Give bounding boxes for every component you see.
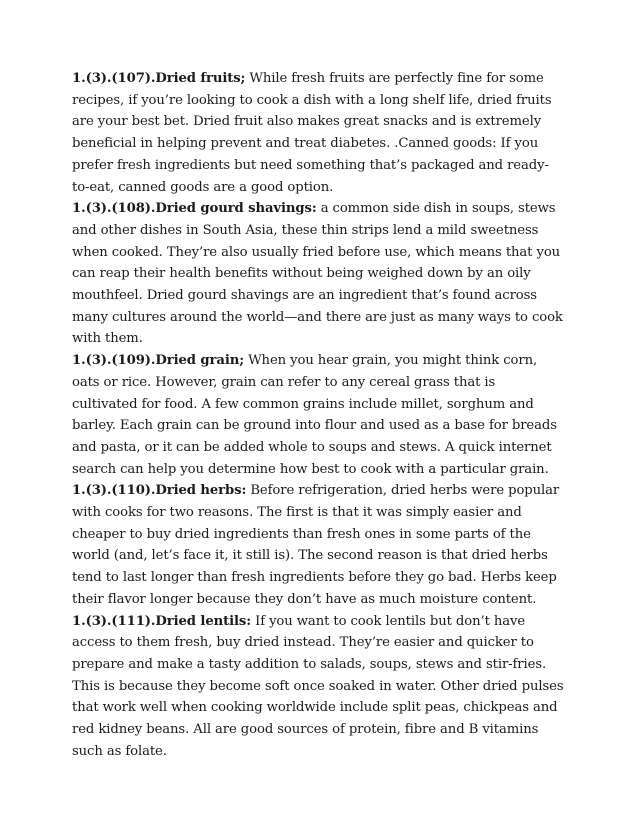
entry-body: When you hear grain, you might think corn, oats or rice. However, grain can refer to any cereal grass that is cultivated for food. A few common grains include millet, sorghum and barley. Each grain can be ground into flour and used as a base for breads and pasta, or it can be added whole to soups and stews. A quick internet search can help you determine how best to cook with a particular grain. — [72, 353, 557, 477]
document-page — [72, 68, 564, 763]
entry-heading: 1.(3).(109).Dried grain; — [72, 353, 244, 369]
entry-body: While fresh fruits are perfectly fine for some recipes, if you’re looking to cook a dish with a long shelf life, dried fruits are your best bet. Dried fruit also makes great snacks and is extremely beneficial in helping prevent and treat diabetes. .Canned goods: If you prefer fresh ingredients but need something that’s packaged and ready-to-eat, canned goods are a good option. — [72, 71, 552, 195]
entry-dried-gourd-shavings — [72, 198, 564, 350]
entry-heading: 1.(3).(107).Dried fruits; — [72, 71, 246, 86]
entry-heading: 1.(3).(108).Dried gourd shavings: — [72, 201, 317, 217]
entry-dried-herbs — [72, 480, 564, 610]
entry-body: Before refrigeration, dried herbs were popular with cooks for two reasons. The first is that it was simply easier and cheaper to buy dried ingredients than fresh ones in some parts of the world (and, let’s face it, it still is). The second reason is that dried herbs tend to last longer than fresh ingredients before they go bad. Herbs keep their flavor longer because they don’t have as much moisture content. — [72, 483, 560, 607]
entry-dried-lentils — [72, 611, 564, 763]
entry-dried-grain — [72, 350, 564, 480]
entry-body: If you want to cook lentils but don’t have access to them fresh, buy dried instead. They’re easier and quicker to prepare and make a tasty addition to salads, soups, stews and stir-fries. This is because they become soft once soaked in water. Other dried pulses that work well when cooking worldwide include split peas, chickpeas and red kidney beans. All are good sources of protein, fibre and B vitamins such as folate. — [72, 613, 564, 759]
entry-heading: 1.(3).(110).Dried herbs: — [72, 483, 247, 499]
entry-dried-fruits — [72, 68, 564, 198]
entry-body: a common side dish in soups, stews and other dishes in South Asia, these thin strips lend a mild sweetness when cooked. They’re also usually fried before use, which means that you can reap their health benefits without being weighed down by an oily mouthfeel. Dried gourd shavings are an ingredient that’s found across many cultures around the world—and there are just as many ways to cook with them. — [72, 201, 563, 347]
entry-heading: 1.(3).(111).Dried lentils: — [72, 613, 251, 629]
